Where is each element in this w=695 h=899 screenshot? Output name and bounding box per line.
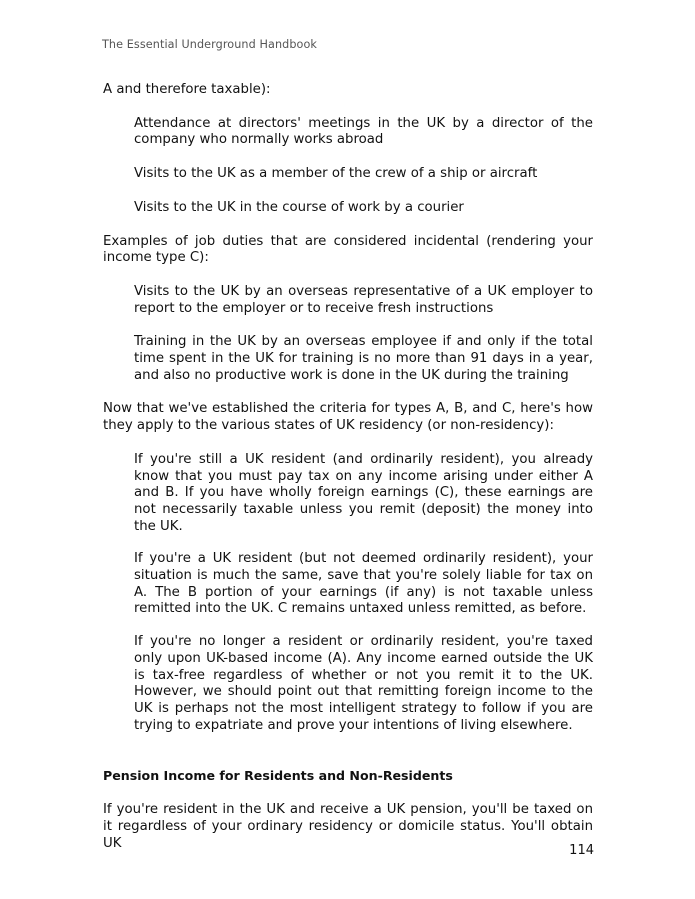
- section-heading-pension-income: Pension Income for Residents and Non-Residents: [103, 768, 453, 784]
- list-item-courier-visits: Visits to the UK in the course of work by a courier: [134, 199, 464, 215]
- list-item-non-resident: If you're no longer a resident or ordinarily resident, you're taxed only upon UK-based income (A). Any income earned outside the UK is tax-free regardless of whether or not you remit it to the UK. However, we should point out that remitting foreign income to the UK is perhaps not the most intelligent strategy to follow if you are trying to expatriate and prove your intentions of living elsewhere.: [134, 634, 593, 733]
- page-body: [103, 82, 593, 869]
- page-number: 114: [569, 843, 594, 858]
- paragraph-intro-continuation: A and therefore taxable):: [103, 82, 271, 97]
- list-item-directors-meetings: Attendance at directors' meetings in the UK by a director of the company who normally works abroad: [134, 115, 593, 148]
- list-item-crew-visits: Visits to the UK as a member of the crew of a ship or aircraft: [134, 166, 538, 182]
- list-item-resident-ordinarily: If you're still a UK resident (and ordinarily resident), you already know that you must pay tax on any income arising under either A and B. If you have wholly foreign earnings (C), these earnings are not necessarily taxable unless you remit (deposit) the money into the UK.: [134, 451, 593, 534]
- list-item-overseas-representative: Visits to the UK by an overseas representative of a UK employer to report to the employer or to receive fresh instructions: [134, 283, 593, 316]
- paragraph-incidental-examples: Examples of job duties that are considered incidental (rendering your income type C):: [103, 233, 593, 266]
- running-header: The Essential Underground Handbook: [102, 38, 318, 51]
- paragraph-residency-intro: Now that we've established the criteria for types A, B, and C, here's how they apply to the various states of UK residency (or non-residency):: [103, 401, 593, 434]
- list-item-training: Training in the UK by an overseas employee if and only if the total time spent in the UK for training is no more than 91 days in a year, and also no productive work is done in the UK during the training: [134, 334, 593, 383]
- paragraph-pension-income: If you're resident in the UK and receive a UK pension, you'll be taxed on it regardless of your ordinary residency or domicile status. You'll obtain UK: [103, 802, 593, 851]
- list-item-resident-not-ordinarily: If you're a UK resident (but not deemed ordinarily resident), your situation is much the same, save that you're solely liable for tax on A. The B portion of your earnings (if any) is not taxable unless remitted into the UK. C remains untaxed unless remitted, as before.: [134, 551, 593, 617]
